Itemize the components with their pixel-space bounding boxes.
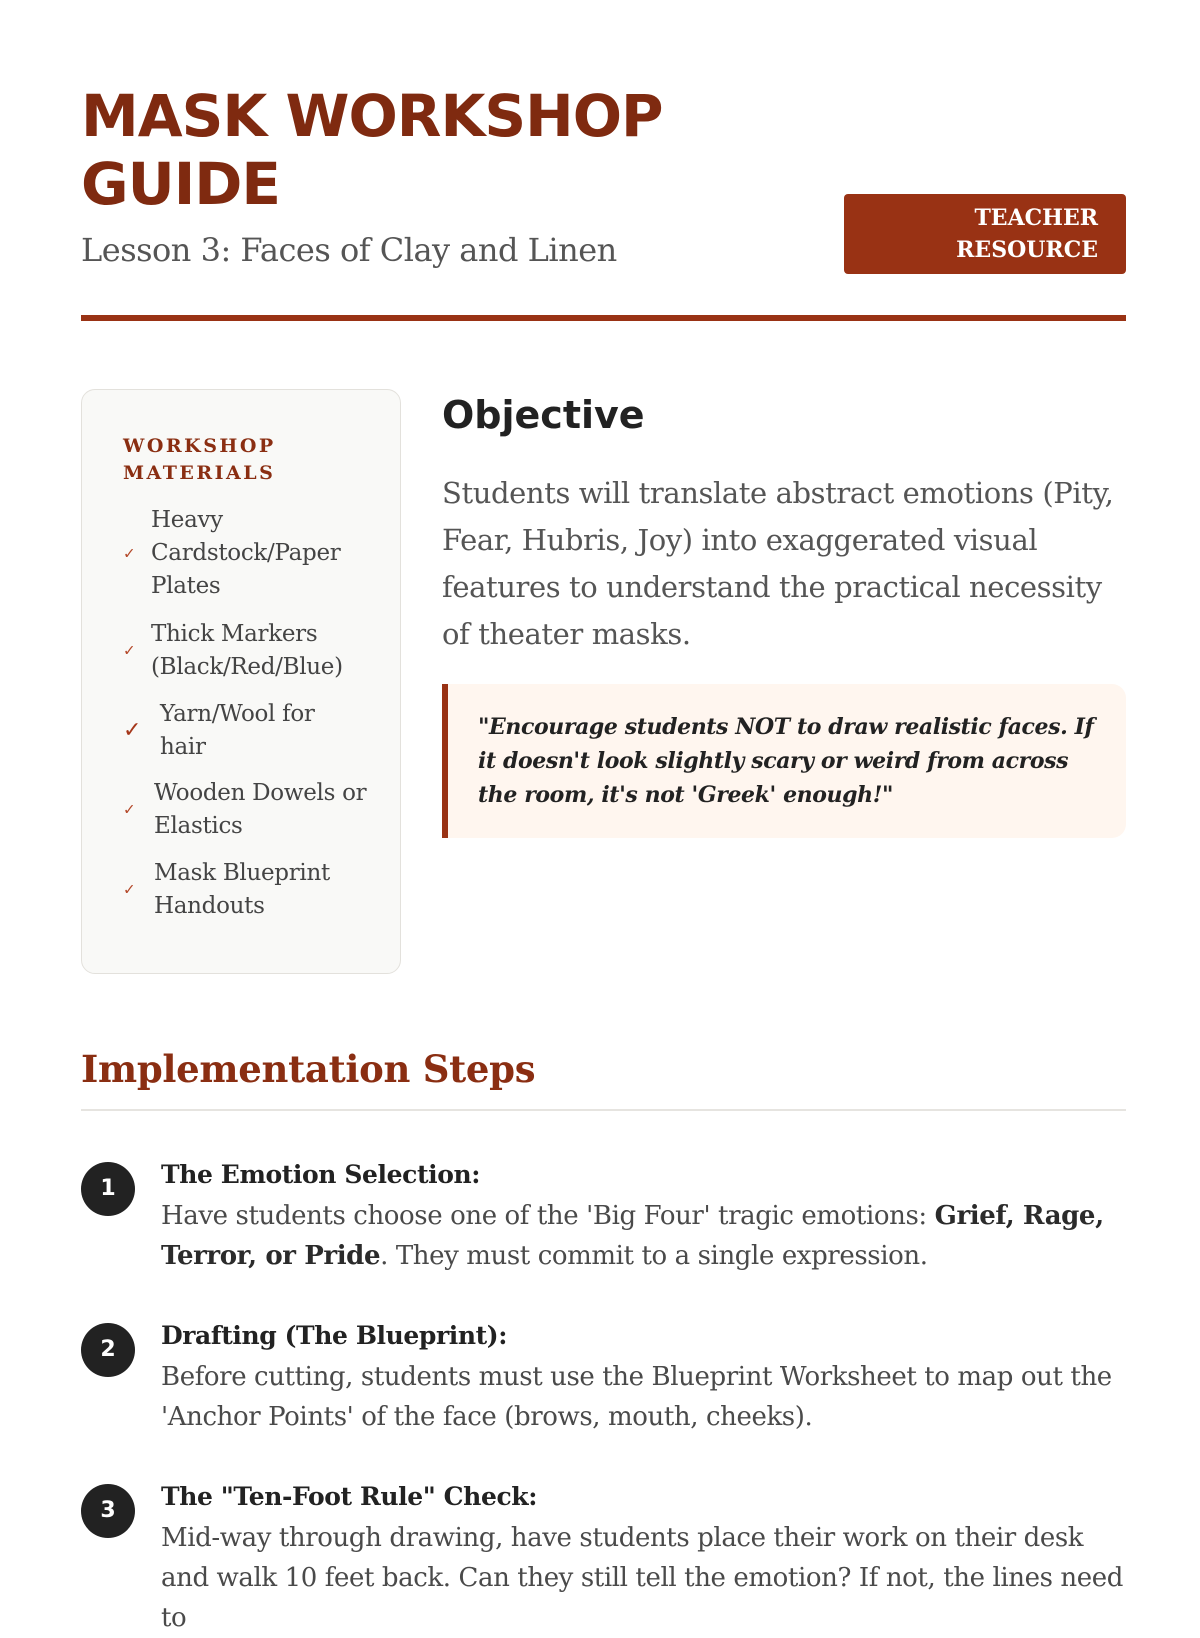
check-icon: ✓	[123, 718, 142, 743]
step-text: Before cutting, students must use the Blueprint Worksheet to map out the 'Anchor Points' of the face (brows, mouth, cheeks).	[161, 1362, 1112, 1432]
materials-item-label: Yarn/Wool for hair	[160, 701, 315, 760]
header-divider	[81, 315, 1126, 321]
step-text: Mid-way through drawing, have students place their work on their desk and walk 10 feet back. Can they still tell the emotion? If not, the lines need to	[161, 1523, 1123, 1633]
materials-item-label: Mask Blueprint Handouts	[154, 860, 330, 919]
document-title: MASK WORKSHOP GUIDE	[81, 82, 663, 218]
materials-heading: WORKSHOP MATERIALS	[123, 435, 276, 484]
check-icon: ✓	[123, 880, 136, 899]
materials-item	[123, 618, 373, 684]
step-title: The Emotion Selection:	[161, 1160, 481, 1189]
step-text-part: Have students choose one of the 'Big Four' tragic emotions:	[161, 1201, 935, 1231]
implementation-heading: Implementation Steps	[81, 1047, 536, 1091]
materials-item-label: Wooden Dowels or Elastics	[154, 780, 367, 839]
objective-heading: Objective	[442, 393, 645, 437]
materials-item-label: Thick Markers (Black/Red/Blue)	[151, 621, 343, 680]
step-title: The "Ten-Foot Rule" Check:	[161, 1482, 538, 1511]
step-text-emphasis: Grief, Rage, Terror, or Pride	[161, 1201, 1104, 1271]
step-number-badge: 2	[81, 1323, 135, 1377]
step-number-badge: 1	[81, 1162, 135, 1216]
check-icon: ✓	[123, 544, 136, 562]
teacher-resource-badge: TEACHER RESOURCE	[844, 194, 1126, 274]
implementation-divider	[81, 1109, 1126, 1111]
document-page	[81, 0, 1126, 1633]
materials-item	[123, 698, 373, 764]
lesson-subtitle: Lesson 3: Faces of Clay and Linen	[81, 231, 617, 269]
step-text	[161, 1196, 1126, 1276]
materials-item	[123, 777, 373, 843]
check-icon: ✓	[123, 800, 136, 819]
step-number-badge: 3	[81, 1484, 135, 1538]
materials-sidebar	[81, 389, 401, 974]
materials-item	[123, 857, 373, 923]
materials-item	[123, 504, 373, 603]
materials-item-label: Heavy Cardstock/Paper Plates	[151, 507, 341, 599]
teacher-tip-quote: "Encourage students NOT to draw realistic faces. If it doesn't look slightly scary or weird from across the room, it's not 'Greek' enough!"	[442, 684, 1126, 838]
step-title: Drafting (The Blueprint):	[161, 1321, 508, 1350]
step-text-part: . They must commit to a single expression.	[380, 1241, 928, 1271]
objective-body: Students will translate abstract emotions (Pity, Fear, Hubris, Joy) into exaggerated visual features to understand the practical necessity of theater masks.	[442, 476, 1114, 651]
check-icon: ✓	[123, 641, 136, 660]
